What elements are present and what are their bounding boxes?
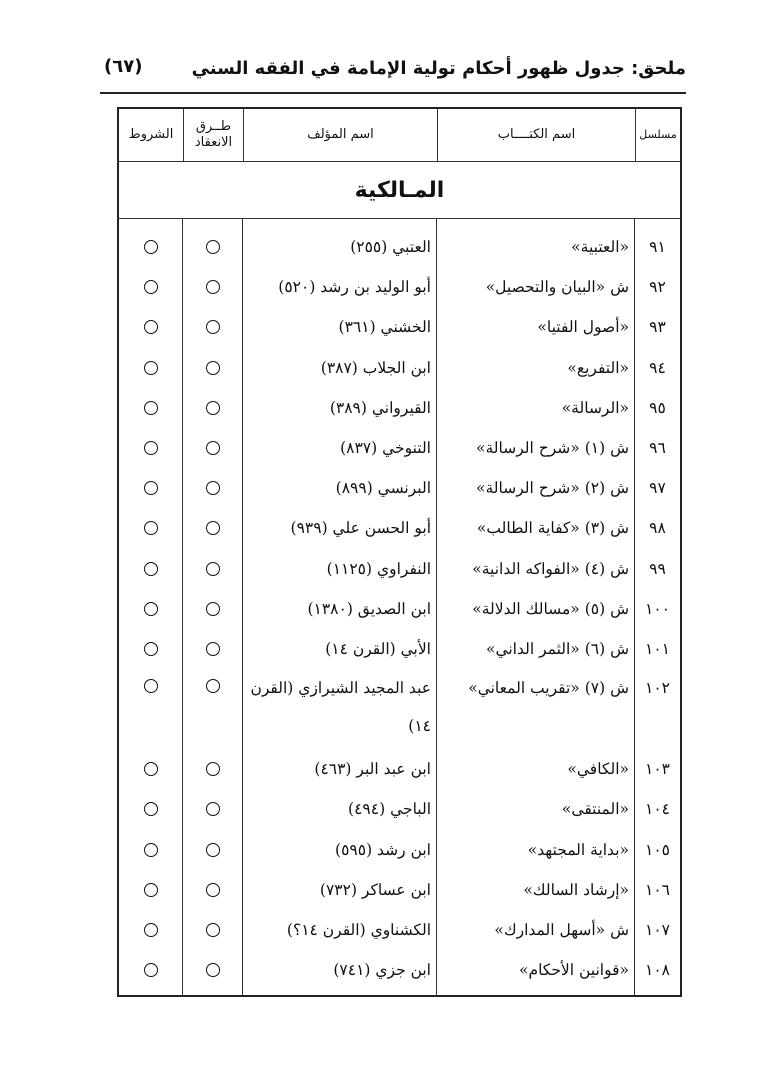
circle-icon xyxy=(206,802,220,816)
conditions-mark xyxy=(119,749,183,789)
author-name: الباجي (٤٩٤) xyxy=(348,800,431,819)
conditions-mark xyxy=(119,829,183,869)
book-title: ش (٢) «شرح الرسالة» xyxy=(476,479,629,498)
circle-icon xyxy=(206,441,220,455)
circle-icon xyxy=(144,562,158,576)
table-row xyxy=(119,549,680,589)
row-number: ١٠١ xyxy=(645,639,670,658)
methods-mark xyxy=(183,870,243,910)
circle-icon xyxy=(144,679,158,693)
author-name: الخشني (٣٦١) xyxy=(338,318,431,337)
table-row xyxy=(119,749,680,789)
conditions-mark xyxy=(119,669,183,749)
circle-icon xyxy=(144,240,158,254)
conditions-mark xyxy=(119,307,183,347)
circle-icon xyxy=(144,401,158,415)
circle-icon xyxy=(206,883,220,897)
author-name: الكشناوي (القرن ١٤؟) xyxy=(286,920,431,939)
table-body xyxy=(119,219,680,995)
circle-icon xyxy=(144,320,158,334)
book-title: ش (٦) «الثمر الداني» xyxy=(485,639,629,658)
book-title: ش «البيان والتحصيل» xyxy=(485,278,629,297)
table-row xyxy=(119,468,680,508)
table-header-row xyxy=(119,109,680,162)
author-name: ابن رشد (٥٩٥) xyxy=(335,840,431,859)
book-title: ش «أسهل المدارك» xyxy=(494,920,629,939)
conditions-mark xyxy=(119,870,183,910)
page-header xyxy=(100,50,686,90)
circle-icon xyxy=(206,361,220,375)
circle-icon xyxy=(206,562,220,576)
circle-icon xyxy=(144,843,158,857)
column-header-serial: مسلسل xyxy=(635,109,680,161)
circle-icon xyxy=(206,320,220,334)
methods-mark xyxy=(183,910,243,950)
methods-mark xyxy=(183,428,243,468)
circle-icon xyxy=(144,481,158,495)
column-header-conditions: الشروط xyxy=(128,126,174,142)
row-number: ٩٤ xyxy=(649,358,666,377)
row-number: ٩٣ xyxy=(649,318,666,337)
author-name: عبد المجيد الشيرازي (القرن ١٤) xyxy=(250,679,431,736)
author-name: التنوخي (٨٣٧) xyxy=(340,439,431,458)
appendix-table xyxy=(117,107,682,997)
author-name: العتبي (٢٥٥) xyxy=(350,238,431,257)
column-header-methods: طــرق الانعقاد xyxy=(183,109,243,161)
table-row xyxy=(119,870,680,910)
book-title: «إرشاد السالك» xyxy=(523,880,629,899)
conditions-mark xyxy=(119,589,183,629)
methods-mark xyxy=(183,267,243,307)
circle-icon xyxy=(144,280,158,294)
table-row xyxy=(119,669,680,749)
methods-mark xyxy=(183,227,243,267)
page-number: (٦٧) xyxy=(104,56,143,77)
conditions-mark xyxy=(119,267,183,307)
row-number: ١٠٢ xyxy=(645,679,670,698)
methods-mark xyxy=(183,508,243,548)
book-title: ش (٥) «مسالك الدلالة» xyxy=(472,599,629,618)
circle-icon xyxy=(144,762,158,776)
row-number: ٩١ xyxy=(649,238,666,257)
section-title: المـالكية xyxy=(119,162,680,219)
conditions-mark xyxy=(119,549,183,589)
conditions-mark xyxy=(119,789,183,829)
table-row xyxy=(119,307,680,347)
circle-icon xyxy=(144,923,158,937)
circle-icon xyxy=(144,642,158,656)
book-title: ش (٣) «كفاية الطالب» xyxy=(476,519,629,538)
circle-icon xyxy=(144,361,158,375)
methods-mark xyxy=(183,307,243,347)
book-title: «العتبية» xyxy=(571,238,629,257)
table-row xyxy=(119,267,680,307)
table-row xyxy=(119,629,680,669)
book-title: «بداية المجتهد» xyxy=(527,840,629,859)
row-number: ١٠٧ xyxy=(645,920,670,939)
table-rows xyxy=(119,219,680,990)
circle-icon xyxy=(206,521,220,535)
book-title: «المنتقى» xyxy=(561,800,629,819)
methods-mark xyxy=(183,749,243,789)
conditions-mark xyxy=(119,468,183,508)
table-row xyxy=(119,829,680,869)
circle-icon xyxy=(144,521,158,535)
author-name: ابن جزي (٧٤١) xyxy=(333,961,431,980)
row-number: ١٠٤ xyxy=(645,800,670,819)
table-row xyxy=(119,227,680,267)
conditions-mark xyxy=(119,950,183,990)
author-name: ابن الجلاب (٣٨٧) xyxy=(320,358,431,377)
table-row xyxy=(119,910,680,950)
author-name: ابن الصديق (١٣٨٠) xyxy=(307,599,431,618)
circle-icon xyxy=(206,280,220,294)
methods-mark xyxy=(183,468,243,508)
circle-icon xyxy=(206,240,220,254)
conditions-mark xyxy=(119,227,183,267)
circle-icon xyxy=(206,923,220,937)
methods-mark xyxy=(183,950,243,990)
author-name: النفراوي (١١٢٥) xyxy=(326,559,431,578)
row-number: ١٠٦ xyxy=(645,880,670,899)
circle-icon xyxy=(144,802,158,816)
author-name: ابن عبد البر (٤٦٣) xyxy=(314,760,431,779)
circle-icon xyxy=(206,642,220,656)
row-number: ٩٩ xyxy=(649,559,666,578)
author-name: ابن عساكر (٧٣٢) xyxy=(319,880,431,899)
row-number: ٩٢ xyxy=(649,278,666,297)
circle-icon xyxy=(144,963,158,977)
circle-icon xyxy=(206,679,220,693)
book-title: «التفريع» xyxy=(567,358,629,377)
table-row xyxy=(119,428,680,468)
row-number: ٩٦ xyxy=(649,439,666,458)
conditions-mark xyxy=(119,348,183,388)
book-title: «قوانين الأحكام» xyxy=(518,961,629,980)
row-number: ١٠٣ xyxy=(645,760,670,779)
book-title: «أصول الفتيا» xyxy=(537,318,629,337)
row-number: ١٠٨ xyxy=(645,961,670,980)
row-number: ١٠٠ xyxy=(645,599,670,618)
circle-icon xyxy=(144,441,158,455)
methods-mark xyxy=(183,629,243,669)
header-rule xyxy=(100,92,686,94)
methods-mark xyxy=(183,829,243,869)
book-title: «الرسالة» xyxy=(561,398,629,417)
circle-icon xyxy=(206,401,220,415)
circle-icon xyxy=(206,481,220,495)
conditions-mark xyxy=(119,508,183,548)
author-name: أبو الوليد بن رشد (٥٢٠) xyxy=(278,278,431,297)
circle-icon xyxy=(144,602,158,616)
methods-mark xyxy=(183,789,243,829)
conditions-mark xyxy=(119,388,183,428)
table-row xyxy=(119,789,680,829)
methods-mark xyxy=(183,388,243,428)
conditions-mark xyxy=(119,910,183,950)
row-number: ١٠٥ xyxy=(645,840,670,859)
row-number: ٩٧ xyxy=(649,479,666,498)
methods-mark xyxy=(183,348,243,388)
book-title: «الكافي» xyxy=(567,760,629,779)
table-row xyxy=(119,508,680,548)
conditions-mark xyxy=(119,629,183,669)
table-row xyxy=(119,589,680,629)
book-title: ش (٤) «الفواكه الدانية» xyxy=(472,559,629,578)
author-name: القيرواني (٣٨٩) xyxy=(329,398,431,417)
author-name: البرنسي (٨٩٩) xyxy=(335,479,431,498)
author-name: الأبي (القرن ١٤) xyxy=(325,639,431,658)
methods-mark xyxy=(183,589,243,629)
methods-mark xyxy=(183,669,243,749)
row-number: ٩٥ xyxy=(649,398,666,417)
circle-icon xyxy=(144,883,158,897)
column-header-author: اسم المؤلف xyxy=(243,109,437,161)
book-title: ش (١) «شرح الرسالة» xyxy=(476,439,629,458)
table-row xyxy=(119,388,680,428)
conditions-mark xyxy=(119,428,183,468)
table-row xyxy=(119,950,680,990)
table-row xyxy=(119,348,680,388)
column-header-book: اسم الكتــــاب xyxy=(437,109,635,161)
author-name: أبو الحسن علي (٩٣٩) xyxy=(290,519,431,538)
running-title: ملحق: جدول ظهور أحكام تولية الإمامة في الفقه السني xyxy=(191,58,686,79)
methods-mark xyxy=(183,549,243,589)
circle-icon xyxy=(206,602,220,616)
circle-icon xyxy=(206,843,220,857)
row-number: ٩٨ xyxy=(649,519,666,538)
circle-icon xyxy=(206,963,220,977)
book-title: ش (٧) «تقريب المعاني» xyxy=(468,679,629,698)
circle-icon xyxy=(206,762,220,776)
